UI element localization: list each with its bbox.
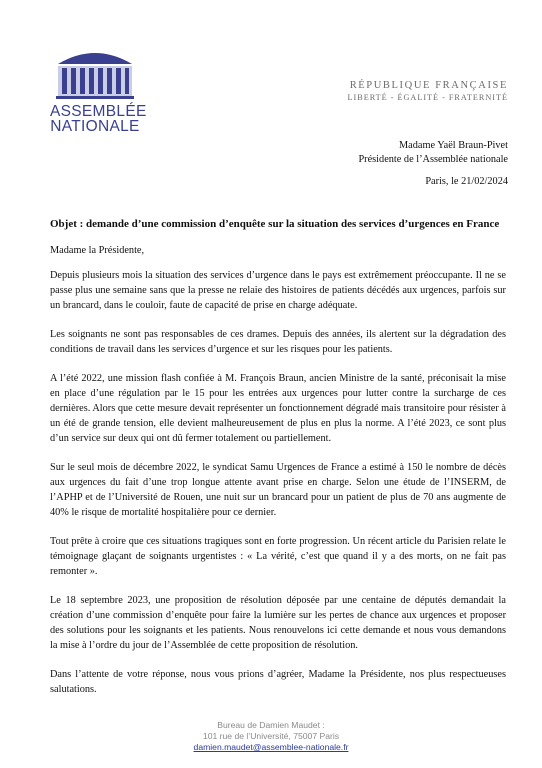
body-paragraph: Sur le seul mois de décembre 2022, le syndicat Samu Urgences de France a estimé à 150 le nombre de décès aux urgences du fait d’une trop longue attente avant prise en charge. Selon une étude de l’INSERM, de l’APHP et de l’Université de Rouen, une nuit sur un brancard pour un patient de plus de 70 ans augmente de 40% le risque de mortalité hospitalière pour ce dernier. (50, 462, 506, 518)
hemicycle-logo-icon (50, 38, 140, 102)
footer-office: Bureau de Damien Maudet : (217, 720, 325, 730)
subject-text: demande d’une commission d’enquête sur la situation des services d’urgences en France (83, 218, 500, 230)
letter-body (50, 268, 506, 711)
body-paragraph: A l’été 2022, une mission flash confiée à M. François Braun, ancien Ministre de la santé, préconisait la mise en place d’une régulation par le 15 pour les entrées aux urgences pour lutter contre la surcharge de ces dernières. Alors que cette mesure devait représenter un fonctionnement dégradé mais transitoire pour résister à un été de grande tension, elle devient malheureusement de plus en plus la norme. A l’été 2023, ce sont plus d’un service sur deux qui ont dû fermer totalement ou partiellement. (50, 373, 506, 444)
assemblee-nationale-logo (50, 38, 147, 135)
footer-address: 101 rue de l’Université, 75007 Paris (202, 731, 340, 741)
body-paragraph: Les soignants ne sont pas responsables de ces drames. Depuis des années, ils alertent sur la dégradation des conditions de travail dans les services d’urgence et sur les risques pour les patients. (50, 329, 506, 355)
republic-heading (348, 80, 508, 102)
recipient-block (358, 139, 508, 167)
closing-paragraph: Dans l’attente de votre réponse, nous vous prions d’agréer, Madame la Présidente, nos plus respectueuses salutations. (50, 669, 506, 695)
letter-date: Paris, le 21/02/2024 (425, 176, 508, 187)
recipient-name: Madame Yaël Braun-Pivet (399, 140, 508, 151)
footer-email-link[interactable]: damien.maudet@assemblee-nationale.fr (193, 742, 349, 752)
subject-line (50, 218, 510, 230)
recipient-role: Présidente de l’Assemblée nationale (358, 154, 508, 165)
salutation: Madame la Présidente, (50, 245, 145, 256)
body-paragraph: Tout prête à croire que ces situations tragiques sont en forte progression. Un récent article du Parisien relate le témoignage glaçant de soignants urgentistes : « La vérité, c’est que quand il y a des morts, on ne fait pas remonter ». (50, 536, 506, 577)
logo-line-2: NATIONALE (50, 118, 140, 135)
republic-motto: LIBERTÉ - ÉGALITÉ - FRATERNITÉ (347, 93, 508, 102)
logo-line-1: ASSEMBLÉE (50, 103, 147, 120)
body-paragraph: Le 18 septembre 2023, une proposition de résolution déposée par une centaine de députés demandait la création d’une commission d’enquête pour faire la lumière sur les pertes de chance aux urgences et proposer des solutions pour les soignants et les patients. Nous renouvelons ici cette demande et nous vous demandons la mise à l’ordre du jour de l’Assemblée de cette proposition de résolution. (50, 595, 506, 651)
subject-label: Objet : (50, 218, 84, 230)
body-paragraph: Depuis plusieurs mois la situation des services d’urgence dans le pays est extrêmement préoccupante. Il ne se passe plus une semaine sans que la presse ne relaie des histoires de patients décédés aux urgences, parfois sur un brancard, dans le couloir, faute de capacité de prise en charge adéquate. (50, 270, 506, 311)
footer (0, 720, 542, 753)
republic-title: RÉPUBLIQUE FRANÇAISE (349, 80, 508, 91)
